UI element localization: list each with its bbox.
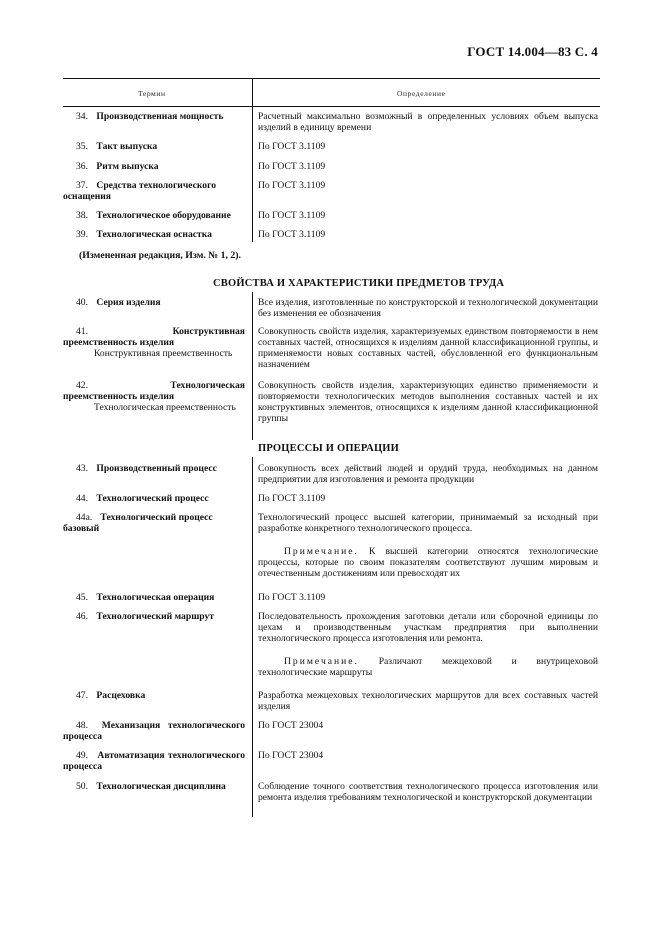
term-row: 38. Технологическое оборудование — [76, 210, 231, 221]
column-header-term: Термин — [138, 89, 166, 98]
term-row: 50. Технологическая дисциплина — [76, 781, 226, 792]
term-synonym: Конструктивная преемственность — [94, 348, 233, 359]
table-header-rule — [63, 106, 600, 107]
definition-row: По ГОСТ 3.1109 — [258, 180, 326, 191]
term-row: 44. Технологический процесс — [76, 493, 209, 504]
definition-row: По ГОСТ 3.1109 — [258, 592, 326, 603]
term-row: 36. Ритм выпуска — [76, 161, 159, 172]
definition-row: Последовательность прохождения заготовки детали или сборочной единицы по цехам и производственным участкам предприятия при выполнении технологического процесса изготовления или ремонта. — [258, 611, 598, 644]
column-divider-a — [252, 106, 253, 242]
term-row: 47. Расцеховка — [76, 690, 146, 701]
term-row: 48. Механизация технологического процесса — [63, 720, 245, 742]
definition-row: Технологический процесс высшей категории, принимаемый за исходный при разработке конкретного технологического процесса. — [258, 512, 598, 534]
term-row: 35. Такт выпуска — [76, 141, 158, 152]
term-row: 45. Технологическая операция — [76, 592, 215, 603]
column-header-definition: Определение — [397, 89, 446, 98]
term-row: 41. Конструктивная преемственность изделия Конструктивная преемственность — [63, 326, 245, 359]
term-row: 34. Производственная мощность — [76, 111, 224, 122]
term-row: 39. Технологическая оснастка — [76, 229, 212, 240]
definition-row: По ГОСТ 3.1109 — [258, 141, 326, 152]
section-heading: СВОЙСТВА И ХАРАКТЕРИСТИКИ ПРЕДМЕТОВ ТРУДА — [213, 278, 505, 289]
definition-row: Все изделия, изготовленные по конструкторской и технологической документации без изменения ее обозначения — [258, 297, 598, 319]
definition-row: Совокупность свойств изделия, характеризующих единство применяемости и повторяемости технологических методов выполнения составных частей и их конструктивных элементов, относящихся к изделиям данной классификационной группы — [258, 380, 598, 424]
table-top-rule — [63, 78, 600, 79]
term-row: 40. Серия изделия — [76, 297, 161, 308]
definition-row: Разработка межцеховых технологических маршрутов для всех составных частей изделия — [258, 690, 598, 712]
term-row: 43. Производственный процесс — [76, 463, 217, 474]
definition-row: Расчетный максимально возможный в определенных условиях объем выпуска изделий в единицу времени — [258, 111, 598, 133]
definition-row: По ГОСТ 3.1109 — [258, 210, 326, 221]
section-heading: ПРОЦЕССЫ И ОПЕРАЦИИ — [258, 443, 400, 454]
definition-row: По ГОСТ 3.1109 — [258, 493, 326, 504]
definition-row: Соблюдение точного соответствия технологического процесса изготовления или ремонта изделия требованиям технологической и конструкторской документации — [258, 781, 598, 803]
term-row: 46. Технологический маршрут — [76, 611, 215, 622]
column-divider-c — [252, 457, 253, 817]
header-column-divider — [252, 79, 253, 106]
definition-row: По ГОСТ 3.1109 — [258, 161, 326, 172]
definition-note: Примечание. Различают межцеховой и внутрицеховой технологические маршруты — [258, 656, 599, 678]
definition-note: Примечание. К высшей категории относятся технологические процессы, которые по своим показателям соответствуют лучшим мировым и отечественным достижениям или превосходят их — [258, 546, 598, 579]
term-synonym: Технологическая преемственность — [94, 402, 236, 413]
document-reference: ГОСТ 14.004—83 С. 4 — [467, 44, 598, 59]
definition-row: По ГОСТ 3.1109 — [258, 229, 326, 240]
term-row: 37. Средства технологического оснащения — [63, 180, 216, 202]
term-row: 44а. Технологический процесс базовый — [63, 512, 213, 534]
definition-row: Совокупность свойств изделия, характеризуемых единством повторяемости в нем составных частей, относящихся к изделиям данной классификационной группы, и применяемости новых составных частей, обусловленной его функциональным назначением — [258, 326, 598, 370]
definition-row: По ГОСТ 23004 — [258, 750, 324, 761]
term-row: 49. Автоматизация технологического процесса — [63, 750, 245, 772]
amendment-note: (Измененная редакция, Изм. № 1, 2). — [79, 250, 241, 261]
definition-row: По ГОСТ 23004 — [258, 720, 324, 731]
definition-row: Совокупность всех действий людей и орудий труда, необходимых на данном предприятии для изготовления и ремонта продукции — [258, 463, 598, 485]
term-row: 42. Технологическая преемственность изделия Технологическая преемственность — [63, 380, 245, 413]
column-divider-b — [252, 292, 253, 440]
